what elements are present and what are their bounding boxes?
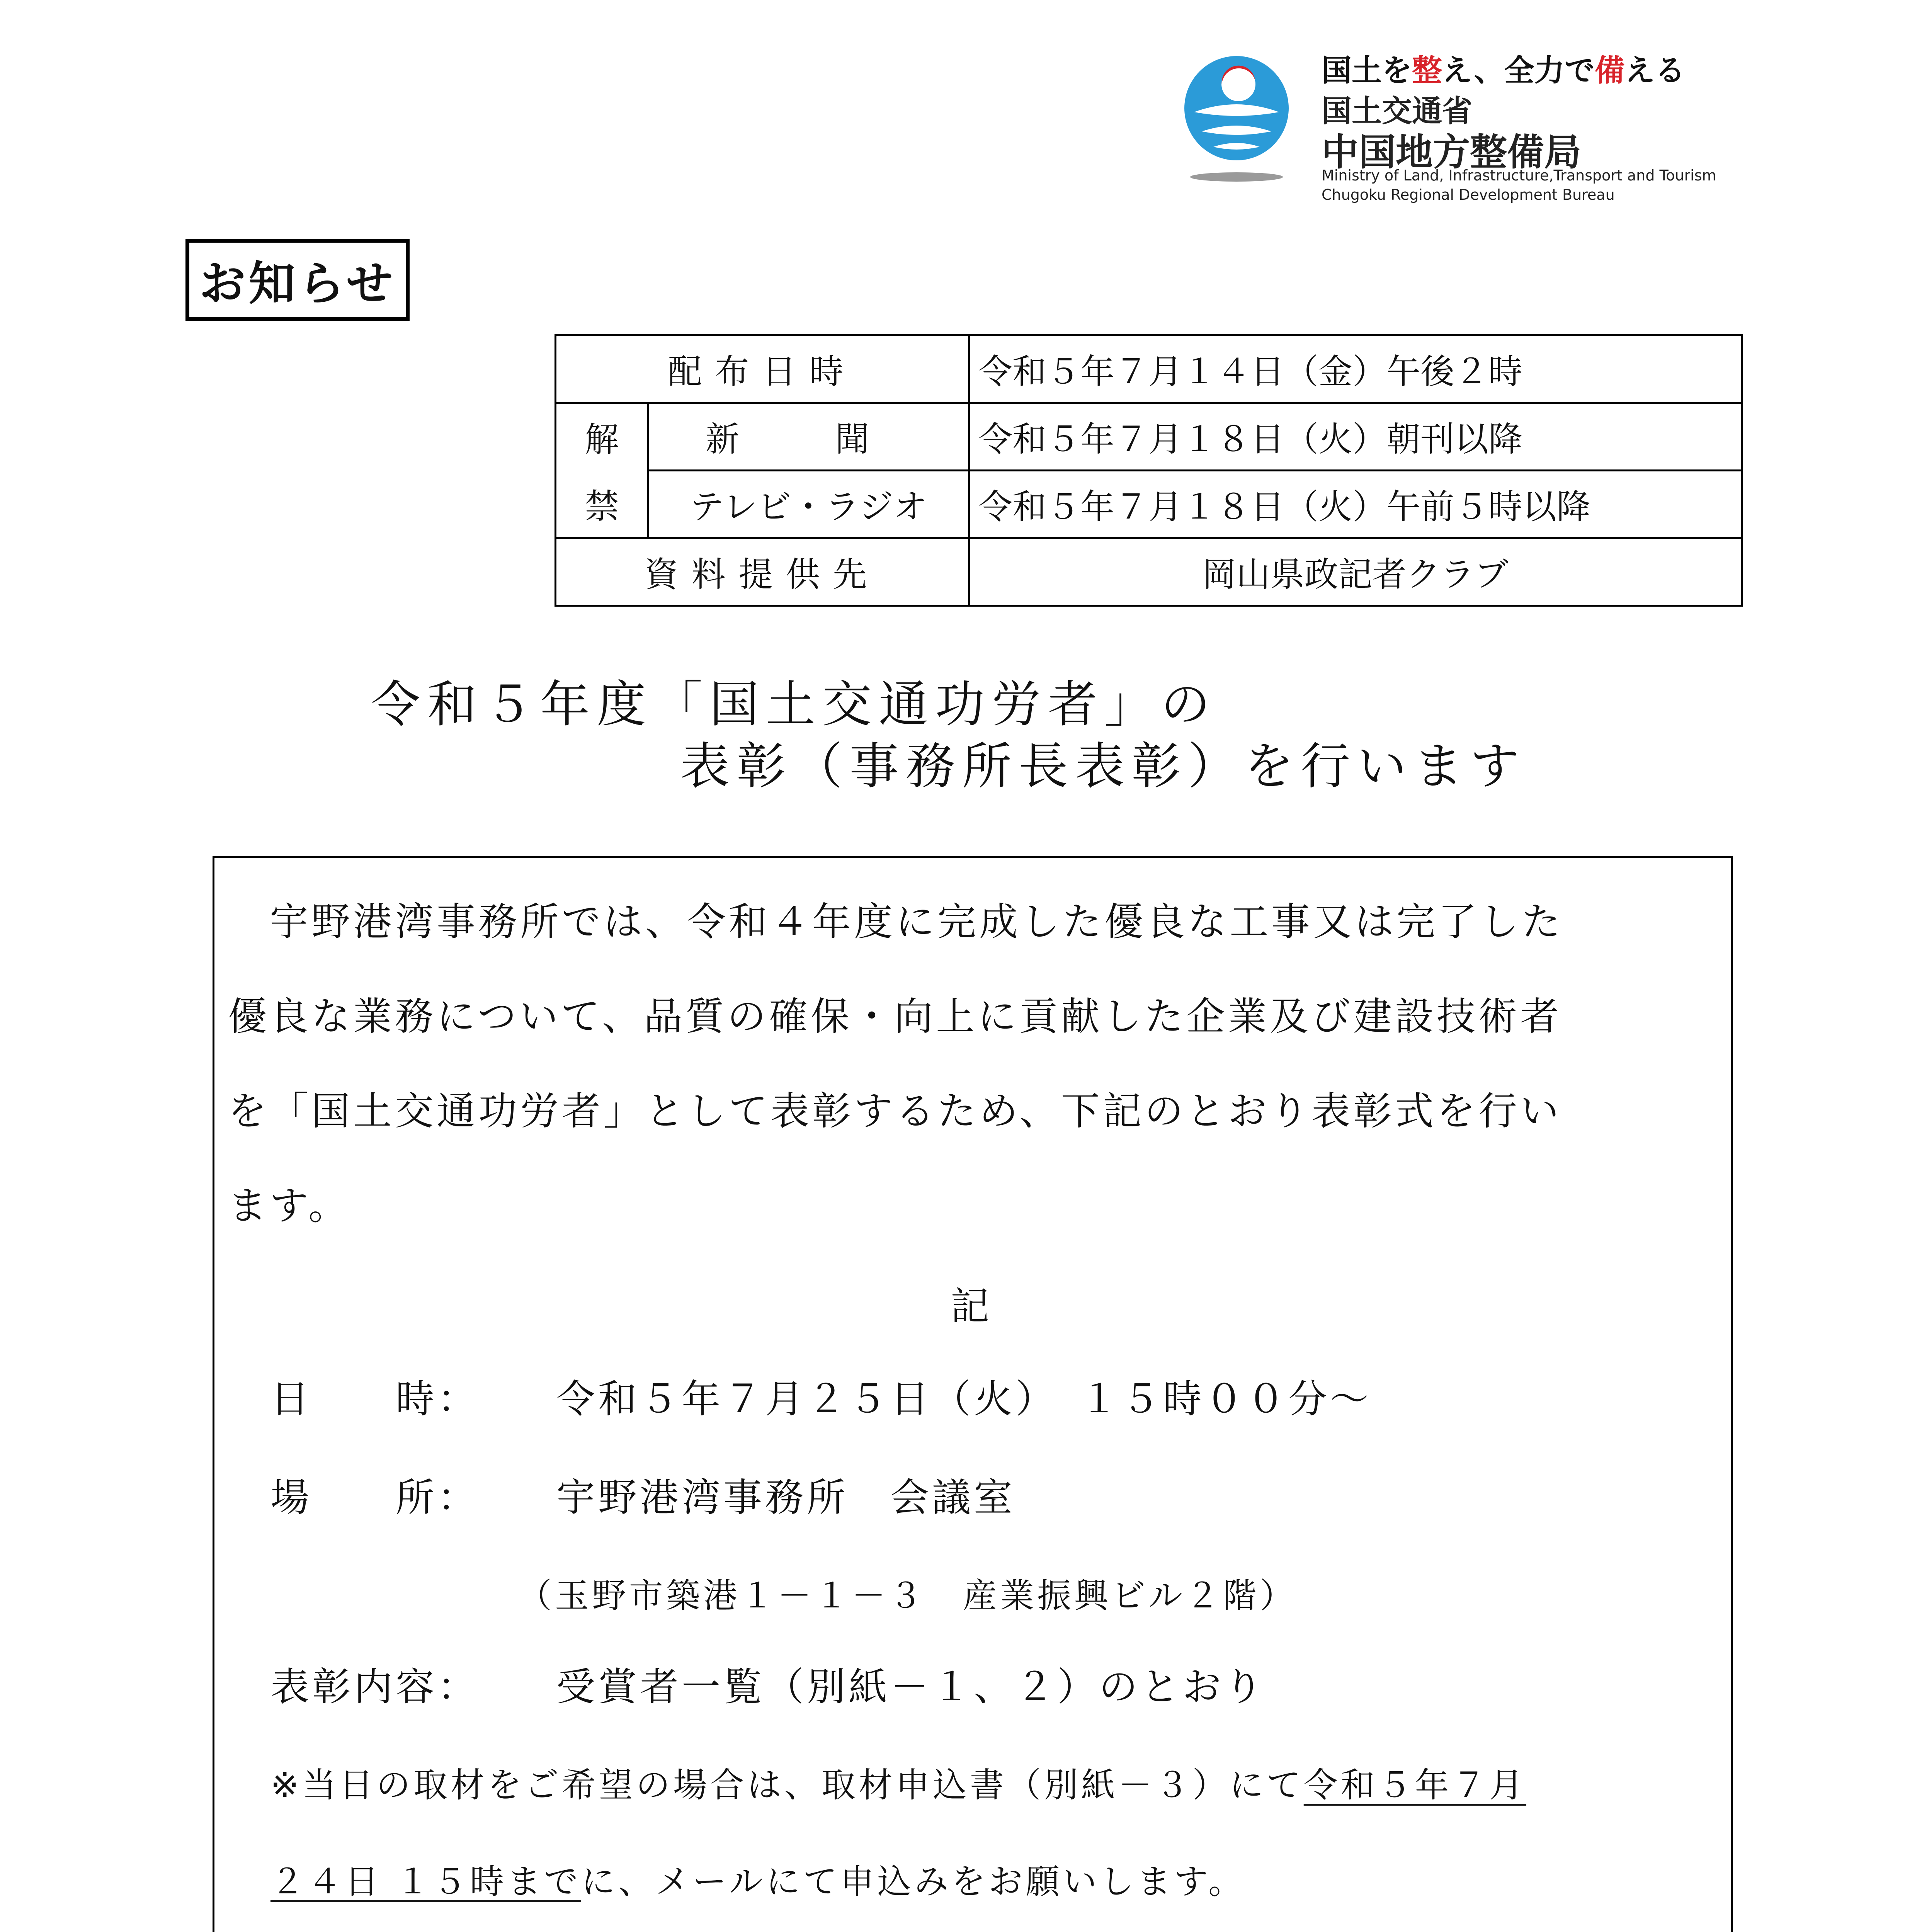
release-table <box>555 334 1743 607</box>
press-note-line1: ※当日の取材をご希望の場合は、取材申込書（別紙－３）にて令和５年７月 <box>270 1765 1526 1805</box>
newspaper-label: 新 聞 <box>648 403 969 471</box>
place-label: 場 所： <box>270 1475 479 1520</box>
content-value: 受賞者一覧（別紙－１、２）のとおり <box>556 1664 1266 1709</box>
body-paragraph-line: 優良な業務について、品質の確保・向上に貢献した企業及び建設技術者 <box>228 994 1562 1039</box>
content-label: 表彰内容： <box>270 1664 479 1709</box>
notice-label: お知らせ <box>185 239 410 321</box>
embargo-label-1: 解 <box>556 403 648 471</box>
embargo-label-2: 禁 <box>556 471 648 538</box>
slogan: 国土を整え、全力で備える <box>1322 53 1685 88</box>
press-note-line2: ２４日 １５時までに、メールにて申込みをお願いします。 <box>270 1862 1246 1901</box>
provided-to-label: 資料提供先 <box>556 538 969 606</box>
body-paragraph-line: 宇野港湾事務所では、令和４年度に完成した優良な工事又は完了した <box>228 899 1563 944</box>
page-title-line1: 令和５年度「国土交通功労者」の <box>371 676 1218 733</box>
distribution-value: 令和５年７月１４日（金）午後２時 <box>969 335 1742 403</box>
distribution-label: 配布日時 <box>556 335 969 403</box>
place-address: （玉野市築港１－１－３ 産業振興ビル２階） <box>518 1576 1297 1616</box>
ki-heading: 記 <box>951 1284 992 1329</box>
table-row <box>556 538 1742 606</box>
mlit-logo-icon <box>1179 54 1294 182</box>
body-paragraph-line: を「国土交通功労者」として表彰するため、下記のとおり表彰式を行い <box>228 1088 1562 1134</box>
page-title-line2: 表彰（事務所長表彰）を行います <box>680 738 1527 795</box>
org-english-ministry: Ministry of Land, Infrastructure,Transport and Tourism <box>1322 167 1716 184</box>
org-ministry: 国土交通省 <box>1322 94 1473 129</box>
provided-to-value: 岡山県政記者クラブ <box>969 538 1742 606</box>
tv-radio-value: 令和５年７月１８日（火）午前５時以降 <box>969 471 1742 538</box>
org-english-bureau: Chugoku Regional Development Bureau <box>1322 186 1615 203</box>
org-bureau: 中国地方整備局 <box>1322 131 1581 174</box>
table-row <box>556 335 1742 403</box>
body-paragraph-line: ます。 <box>228 1183 350 1228</box>
deadline-underlined: ２４日 １５時まで <box>270 1862 581 1901</box>
date-label: 日 時： <box>270 1376 479 1422</box>
table-row <box>556 471 1742 538</box>
newspaper-value: 令和５年７月１８日（火）朝刊以降 <box>969 403 1742 471</box>
table-row <box>556 403 1742 471</box>
deadline-underlined: 令和５年７月 <box>1303 1765 1526 1805</box>
tv-radio-label: テレビ・ラジオ <box>648 471 969 538</box>
date-value: 令和５年７月２５日（火） １５時００分～ <box>556 1376 1372 1422</box>
place-value: 宇野港湾事務所 会議室 <box>556 1475 1015 1520</box>
